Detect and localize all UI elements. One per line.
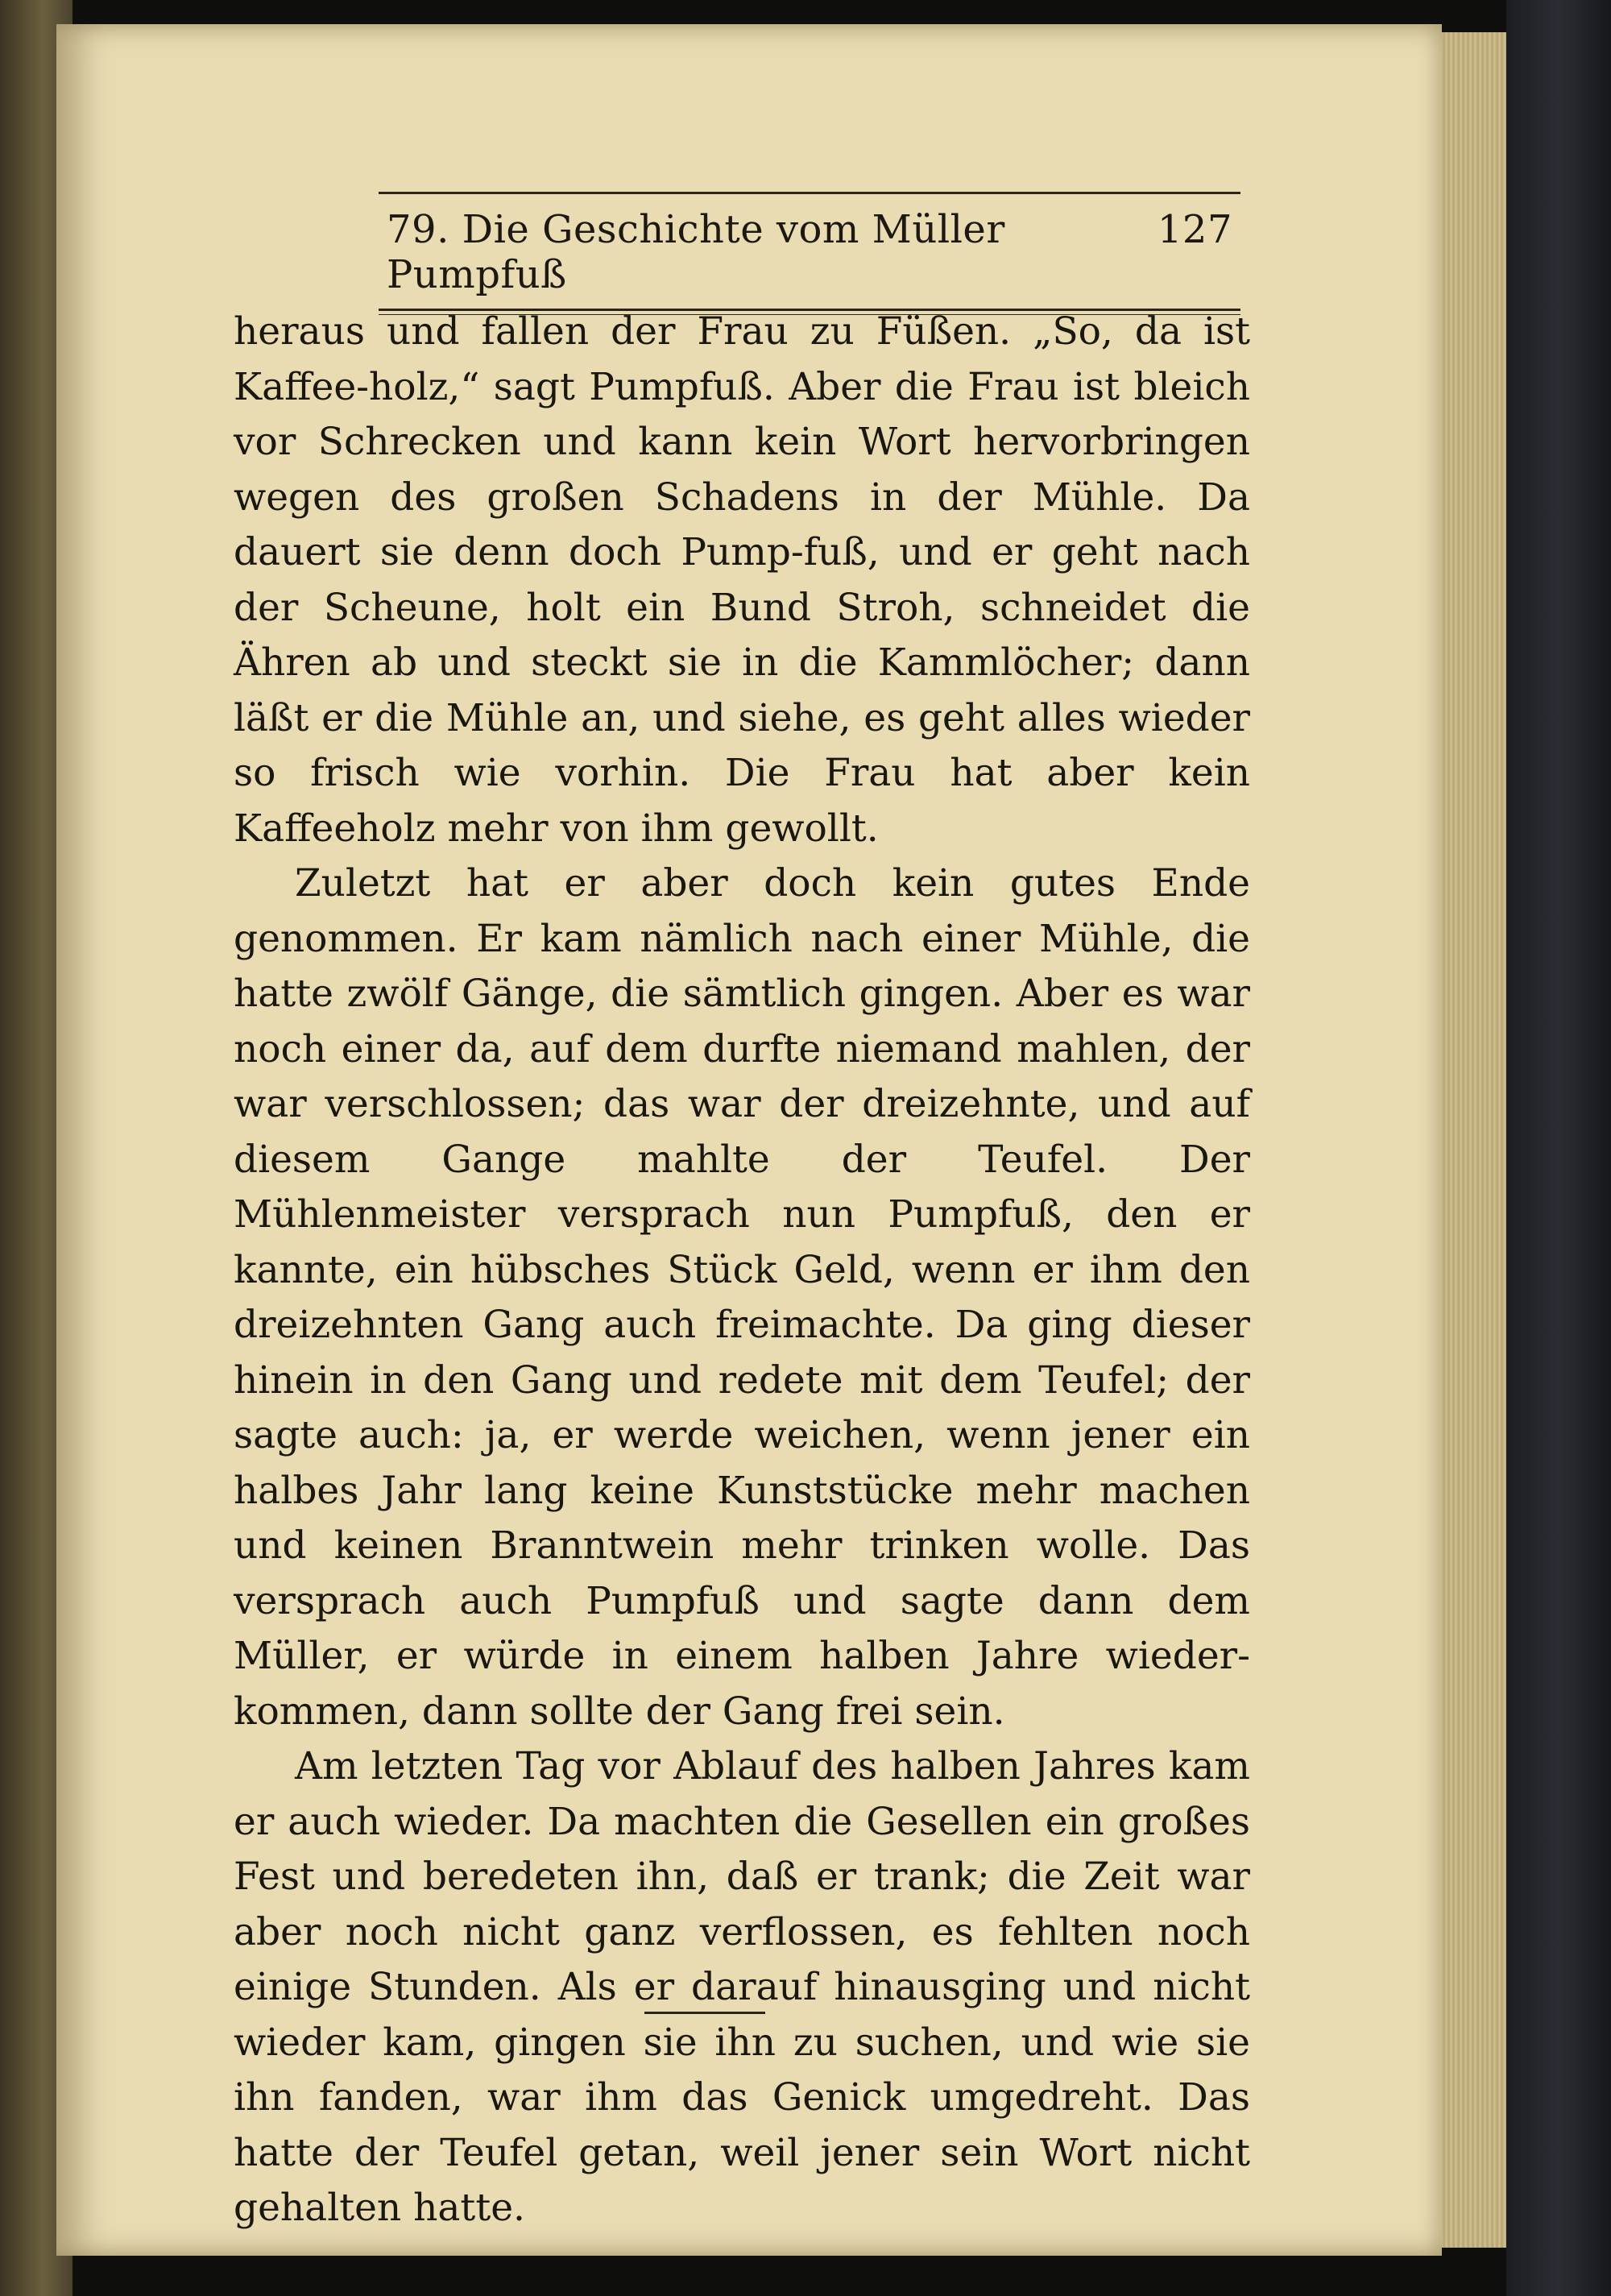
paragraph: Am letzten Tag vor Ablauf des halben Jahres kam er auch wieder. Da machten die Gesellen ein großes Fest und beredeten ihn, daß er trank; die Zeit war aber noch nicht ganz verflossen, es fehlten noch einige Stunden. Als er darauf hinausging und nicht wieder kam, gingen sie ihn zu suchen, und wie sie ihn fanden, war ihm das Genick umgedreht. Das hatte der Teufel getan, weil jener sein Wort nicht gehalten hatte.: [234, 1744, 1250, 2230]
header-row: [379, 194, 1240, 309]
end-rule: [644, 2012, 765, 2014]
body-text: [234, 305, 1250, 2236]
paragraph: Zuletzt hat er aber doch kein gutes Ende genommen. Er kam nämlich nach einer Mühle, die hatte zwölf Gänge, die sämtlich gingen. Aber es war noch einer da, auf dem durfte niemand mahlen, der war verschlossen; das war der dreizehnte, und auf diesem Gange mahlte der Teufel. Der Mühlenmeister versprach nun Pumpfuß, den er kannte, ein hübsches Stück Geld, wenn er ihm den dreizehnten Gang auch freimachte. Da ging dieser hinein in den Gang und redete mit dem Teufel; der sagte auch: ja, er werde weichen, wenn jener ein halbes Jahr lang keine Kunststücke mehr machen und keinen Branntwein mehr trinken wolle. Das versprach auch Pumpfuß und sagte dann dem Müller, er würde in einem halben Jahre wieder-kommen, dann sollte der Gang frei sein.: [234, 861, 1250, 1734]
running-header: [379, 192, 1240, 315]
chapter-title: 79. Die Geschichte vom Müller Pumpfuß: [387, 207, 1005, 297]
book-cover-edge: [1506, 0, 1611, 2296]
paragraph: heraus und fallen der Frau zu Füßen. „So, da ist Kaffee-holz,“ sagt Pumpfuß. Aber die Frau ist bleich vor Schrecken und kann kein Wort hervorbringen wegen des großen Schadens in der Mühle. Da dauert sie denn doch Pump-fuß, und er geht nach der Scheune, holt ein Bund Stroh, schneidet die Ähren ab und steckt sie in die Kammlöcher; dann läßt er die Mühle an, und siehe, es geht alles wieder so frisch wie vorhin. Die Frau hat aber kein Kaffeeholz mehr von ihm gewollt.: [234, 309, 1250, 851]
page-stack-edge: [1442, 32, 1506, 2248]
page-number: 127: [1157, 207, 1232, 252]
